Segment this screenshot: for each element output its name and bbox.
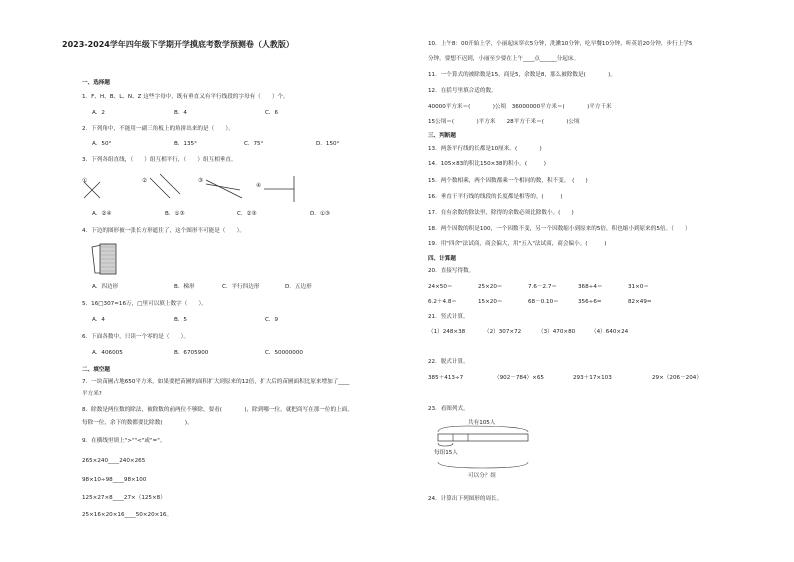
q9-item-1: 265×240____240×265 <box>82 458 146 464</box>
q3-figure-label-1: ① <box>82 178 88 184</box>
q12-row-1: 40000平方米＝( )公顷 36000000平方米＝( )平方千米 <box>428 104 612 110</box>
q2-option-d: D．150° <box>316 141 340 147</box>
q3-figure-label-4: ④ <box>256 183 262 189</box>
total-bar <box>438 434 528 441</box>
question-16: 16．垂直于平行线的线段的长度都是相等的。( ) <box>428 194 563 200</box>
question-13: 13．两条平行线的长都是10厘米。( ) <box>428 146 542 152</box>
question-18: 18．两个因数的积是100，一个因数不变，另一个因数缩小到原来的5倍，积也缩小到原来的5倍。（ ） <box>428 226 691 232</box>
q1-option-c: C．6 <box>265 110 279 116</box>
question-6: 6．下面各数中，只读一个零的是（ ）。 <box>82 334 190 340</box>
q1-option-a: A．2 <box>92 110 105 116</box>
q3-line-figures <box>82 172 312 202</box>
q20-r1-c2: 25×20＝ <box>478 284 503 290</box>
q20-r2-c5: 82×49≈ <box>628 299 652 305</box>
q20-r1-c3: 7.6－2.7＝ <box>528 284 557 290</box>
q6-option-a: A．406005 <box>92 350 123 356</box>
q22-item-3: 293＋17×103 <box>573 375 612 381</box>
q9-item-3: 125×27×8____27×（125×8） <box>82 495 166 501</box>
q4-option-a: A．四边形 <box>92 284 119 290</box>
question-4: 4．下边的图形被一张长方形遮住了，这个图形不可能是（ ）。 <box>82 228 245 234</box>
q21-item-2: （2）307×72 <box>484 329 522 335</box>
q22-item-2: （902－784）×65 <box>494 375 544 381</box>
section-choice: 一、选择题 <box>82 80 110 86</box>
q2-option-b: B．135° <box>174 141 197 147</box>
q3-option-d: D．①③ <box>310 211 330 217</box>
q20-r2-c2: 15×20＝ <box>478 299 503 305</box>
q21-item-3: （3）470×80 <box>538 329 576 335</box>
question-7-line-2: 平方米? <box>82 391 102 397</box>
figure-4-perpendicular-lines <box>264 176 294 202</box>
question-5: 5．16□307≈16万，□里可以填上数字（ ）。 <box>82 301 207 307</box>
q3-figure-label-3: ③ <box>198 178 204 184</box>
q2-option-c: C．75° <box>244 141 264 147</box>
q3-figure-label-2: ② <box>142 178 148 184</box>
q20-r1-c4: 368÷4＝ <box>578 284 603 290</box>
q20-r1-c1: 24×50＝ <box>428 284 453 290</box>
section-true-false: 三、判断题 <box>428 133 456 139</box>
question-10-line-1: 10．上午8：00开始上学，小丽起床穿衣5分钟，洗漱10分钟，吃早餐10分钟，听英语20分钟，步行上学5 <box>428 41 693 47</box>
q3-option-c: C．②③ <box>237 211 257 217</box>
q21-item-4: （4）640×24 <box>591 329 629 335</box>
question-23: 23．看图列式。 <box>428 406 469 412</box>
q4-option-d: D．五边形 <box>285 284 312 290</box>
question-1: 1．F、H、B、L、N、Z 这些字母中，既有垂直又有平行线段的字母有（ ）个。 <box>82 94 289 100</box>
q3-option-a: A．②④ <box>92 211 112 217</box>
section-fill-blank: 二、填空题 <box>82 367 110 373</box>
question-14: 14．105×83的积比150×38的积小。( ) <box>428 161 546 167</box>
ask-brace <box>438 462 528 468</box>
q20-r2-c1: 6.2＋4.8＝ <box>428 299 457 305</box>
q20-r1-c5: 31×0＝ <box>628 284 649 290</box>
question-20: 20．直接写得数。 <box>428 268 475 274</box>
q4-option-c: C．平行四边形 <box>222 284 260 290</box>
question-17: 17．在有余数的除法里，除得的余数必须比除数小。( ) <box>428 210 574 216</box>
q22-item-4: 29×（206－204） <box>652 375 702 381</box>
question-21: 21．竖式计算。 <box>428 314 469 320</box>
q9-item-4: 25×16×20×16____50×20×16。 <box>82 512 173 518</box>
q5-option-c: C．9 <box>265 317 279 323</box>
q21-item-1: （1）248×38 <box>428 329 466 335</box>
question-22: 22．脱式计算。 <box>428 359 469 365</box>
q6-option-c: C．50000000 <box>265 350 303 356</box>
question-12: 12．在括号里填合适的数。 <box>428 88 497 94</box>
question-9: 9．在横线里填上">""<"或"="。 <box>82 438 166 444</box>
question-8-line-1: 8．除数是两位数的除法，被除数的前两位不够除，要看( )，除到哪一位，就把商写在那一位的上面， <box>82 407 353 413</box>
q9-item-2: 98×10÷98____98×100 <box>82 477 147 483</box>
q23-ask-label: 可以分？组 <box>468 473 496 479</box>
page-title: 2023-2024学年四年级下学期开学摸底考数学预测卷（人教版） <box>62 40 294 49</box>
q4-covered-shape <box>90 243 120 275</box>
figure-3-diverging-lines <box>206 180 242 198</box>
q20-r2-c3: 68－0.10＝ <box>528 299 559 305</box>
q4-option-b: B．梯形 <box>174 284 195 290</box>
question-10-line-2: 分钟。要想不迟到，小丽至少要在上午____点______分起床。 <box>428 56 580 62</box>
q1-option-b: B．4 <box>174 110 187 116</box>
q12-row-2: 15公顷＝( )平方米 28平方千米＝( )公顷 <box>428 119 580 125</box>
q23-total-label: 共有105人 <box>468 420 496 426</box>
q22-item-1: 385＋413÷7 <box>428 375 464 381</box>
q5-option-a: A．4 <box>92 317 105 323</box>
figure-2-parallel-lines <box>150 174 180 198</box>
q5-option-b: B．5 <box>174 317 187 323</box>
group-brace <box>438 443 453 446</box>
question-24: 24．计算出下列图形的周长。 <box>428 496 503 502</box>
question-19: 19．用"四舍"法试商，商会偏大，用"五入"法试商，商会偏小。( ) <box>428 241 607 247</box>
question-3: 3．下列各组直线，（ ）组互相平行，（ ）组互相垂直。 <box>82 157 237 163</box>
q3-option-b: B．①③ <box>165 211 185 217</box>
q23-group-label: 每组15人 <box>434 450 458 456</box>
question-11: 11．一个算式的被除数是15，商是5，余数是8，那么被除数是( )。 <box>428 72 616 78</box>
section-calculation: 四、计算题 <box>428 256 456 262</box>
q20-r2-c4: 356÷6≈ <box>578 299 602 305</box>
q2-option-a: A．50° <box>92 141 112 147</box>
question-15: 15．两个数相乘，两个因数都乘一个相同的数，积不变。 ( ) <box>428 178 588 184</box>
question-8-line-2: 每除一位，余下的数都要比除数( )。 <box>82 420 193 426</box>
q6-option-b: B．6705900 <box>174 350 209 356</box>
question-7-line-1: 7．一块苗圃占地650平方米，如果要把苗圃的面积扩大到原来的12倍，扩大后的苗圃面积比原来增加了____ <box>82 379 350 385</box>
question-2: 2．下列角中，不能用一副三角板上的角拼出来的是（ ）。 <box>82 126 234 132</box>
